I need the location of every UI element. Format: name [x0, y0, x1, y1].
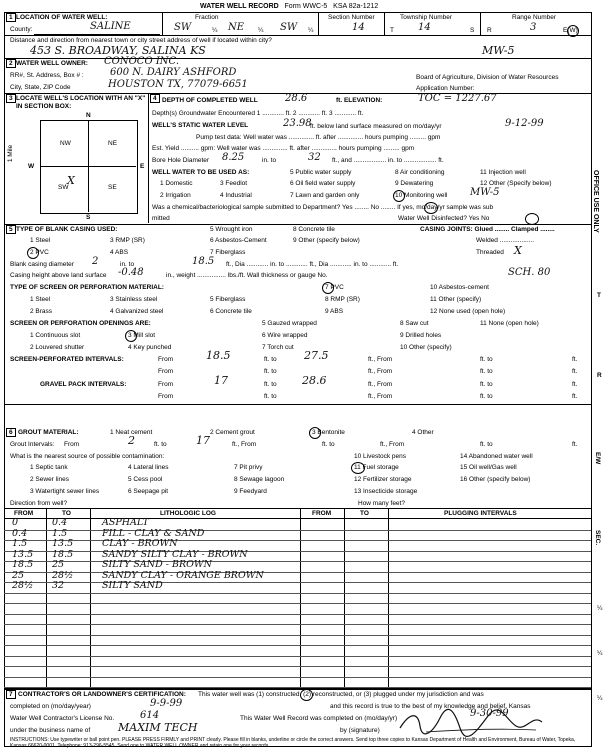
screen-3[interactable]: 3 Stainless steel [110, 296, 158, 303]
elevation-value: TOC = 1227.67 [418, 93, 497, 104]
log-row-from: 18.5 [12, 559, 34, 570]
log-row-rule [4, 603, 591, 604]
direction-from-well: Direction from well? [10, 500, 68, 507]
grout-from2-label: ft., From [232, 441, 257, 448]
township-t: T [390, 27, 394, 34]
instructions: INSTRUCTIONS: Use typewriter or ball point pen. PLEASE PRESS FIRMLY and PRINT clearly. Please fill in blanks, underline or circle the correct answers. Send top three copies to Kansas Department of Health and Environment, Bureau of Water, Topeka, Kansas 66620-0001. Telephone: 913-296-5545. Send one to WATER WELL OWNER and retain one for your records. [10, 737, 576, 749]
perf-to2-label: ft. to [480, 356, 493, 363]
screen-6[interactable]: 6 Concrete tile [210, 308, 252, 315]
casing-type-label: TYPE OF BLANK CASING USED: [16, 226, 118, 233]
gravel-to4-label: ft. to [480, 393, 493, 400]
welded-label: Welded ................... [476, 237, 535, 244]
casing-6[interactable]: 6 Asbestos-Cement [210, 237, 267, 244]
use-3[interactable]: 3 Feedlot [220, 180, 248, 187]
city-value: HOUSTON TX, 77079-6651 [108, 79, 248, 90]
grout-to-label: ft. to [154, 441, 167, 448]
section-7-number: 7 [9, 691, 13, 698]
cert-text: This water well was (1) constructed, (2) reconstructed, or (3) plugged under my jurisdiction and was [198, 691, 484, 698]
casing-3[interactable]: 3 RMP (SR) [110, 237, 145, 244]
quarter-1: ¼ [212, 27, 218, 34]
casing-1[interactable]: 1 Steel [30, 237, 51, 244]
section-6-badge [6, 428, 16, 437]
log-row-to: 28½ [52, 569, 74, 581]
openings-label: SCREEN OR PERFORATION OPENINGS ARE: [10, 320, 151, 327]
log-row-rule [4, 677, 591, 678]
range-label: Range Number [512, 14, 557, 21]
grid-mile: 1 Mile [7, 144, 15, 163]
log-row-rule [4, 540, 591, 541]
static-level-suffix: ft. below land surface measured on mo/day/yr [310, 123, 442, 130]
sidebar-r: R [597, 372, 602, 379]
opening-10[interactable]: 10 Other (specify) [400, 344, 452, 351]
screen-7[interactable]: 7 PVC [325, 284, 344, 291]
screen-8[interactable]: 8 RMP (SR) [325, 296, 360, 303]
casing-2[interactable]: 2 PVC [30, 249, 49, 256]
screen-type-label: TYPE OF SCREEN OR PERFORATION MATERIAL: [10, 284, 164, 291]
sidebar-sec: SEC. [594, 530, 601, 546]
perf-from-value: 18.5 [206, 349, 231, 362]
direction-label: Distance and direction from nearest town or city street address of well if located within city? [10, 37, 272, 44]
perf-to3-label: ft. to [264, 368, 277, 375]
log-row-desc: SILTY SAND - BROWN [102, 559, 212, 570]
log-row-rule [4, 645, 591, 646]
opening-2[interactable]: 2 Louvered shutter [30, 344, 85, 351]
bore-label: Bore Hole Diameter [152, 157, 210, 164]
grout-3[interactable]: 3 Bentonite [312, 429, 345, 436]
fraction-2: NE [228, 22, 245, 33]
log-row-rule [4, 530, 591, 531]
log-header-rule [4, 518, 591, 519]
contam-7[interactable]: 7 Pit privy [234, 464, 263, 471]
quarter-3: ¼ [308, 27, 314, 34]
log-col-line [46, 508, 47, 688]
contam-9[interactable]: 9 Feedyard [234, 488, 267, 495]
perf-from2-label: ft., From [368, 356, 393, 363]
screen-11[interactable]: 11 Other (specify) [430, 296, 482, 303]
range-ew: E(W) [563, 27, 578, 34]
screen-9[interactable]: 9 ABS [325, 308, 344, 315]
section-3-badge [6, 94, 16, 103]
joints-label: CASING JOINTS: Glued ........ Clamped ........ [420, 226, 555, 233]
divider [384, 12, 385, 35]
record-date: 9-30-99 [470, 708, 509, 719]
yield-line: Est. Yield .......... gpm: Well water was .............. ft. after .............. hours pumping ......... gpm [152, 145, 415, 152]
casing-4[interactable]: 4 ABS [110, 249, 129, 256]
perf-from3-label: From [158, 368, 174, 375]
section-number-value: 14 [352, 22, 365, 33]
perf-to-value: 27.5 [304, 349, 329, 362]
screen-4[interactable]: 4 Galvanized steel [110, 308, 164, 315]
divider [480, 12, 481, 35]
gravel-from-label: From [158, 381, 174, 388]
sidebar-quarter-3: ¼ [597, 695, 603, 702]
perf-from4-label: ft., From [368, 368, 393, 375]
log-row-to: 13.5 [52, 538, 74, 549]
groundwater-encountered: Depth(s) Groundwater Encountered 1 ............ ft. 2 ............ ft. 3 ............ ft. [152, 110, 364, 117]
grout-intervals-label: Grout Intervals: [10, 441, 55, 448]
application-label: Application Number: [416, 85, 475, 92]
owner-value: CONOCO INC. [104, 56, 179, 67]
blank-suffix: ft., Dia ............ in. to ............ ft., Dia ............ in. to ............ ft. [226, 261, 399, 268]
section-4-number: 4 [153, 95, 157, 102]
bore-in-to: in. to [262, 157, 277, 164]
gravel-to-value: 28.6 [302, 374, 327, 387]
log-col-line [344, 508, 345, 688]
contam-1[interactable]: 1 Septic tank [30, 464, 68, 471]
license-value: 614 [140, 710, 160, 721]
sample-no-circle [424, 202, 438, 214]
contam-15[interactable]: 15 Oil well/Gas well [460, 464, 517, 471]
sample-line: Was a chemical/bacteriological sample submitted to Department? Yes ........ No ........ If yes, mo/day/yr sample was sub [152, 204, 494, 211]
grout-from-value: 2 [128, 434, 135, 447]
log-header-plugging: PLUGGING INTERVALS [444, 510, 517, 517]
casing-5[interactable]: 5 Wrought iron [210, 226, 253, 233]
contam-12[interactable]: 12 Fertilizer storage [354, 476, 412, 483]
bore-suffix: ft., and .................. in. to .................. ft. [332, 157, 444, 164]
section-4-badge [150, 94, 160, 103]
rule [4, 224, 591, 225]
use-1[interactable]: 1 Domestic [160, 180, 193, 187]
grout-label: GROUT MATERIAL: [18, 429, 79, 436]
blank-diameter-value: 2 [92, 256, 99, 267]
log-row-desc: SANDY CLAY - ORANGE BROWN [102, 569, 264, 581]
casing-2-circle [27, 247, 39, 259]
fraction-1: SW [174, 22, 192, 33]
log-row-from: 25 [12, 569, 25, 581]
depth-value: 28.6 [285, 93, 308, 104]
contam-4[interactable]: 4 Lateral lines [128, 464, 169, 471]
log-row-to: 25 [52, 559, 65, 570]
use-other-value: MW-5 [470, 187, 500, 198]
log-table-frame [4, 508, 592, 690]
gauge-value: SCH. 80 [508, 267, 551, 278]
city-label: City, State, ZIP Code [10, 84, 71, 91]
static-level-value: 23.98 [283, 118, 312, 129]
section-1-badge [6, 13, 16, 22]
log-row-rule [4, 551, 591, 552]
log-header-from: FROM [14, 510, 34, 517]
gravel-from-value: 17 [214, 374, 228, 387]
section-6-number: 6 [9, 429, 13, 436]
height-suffix: in., weight ................ lbs./ft. Wall thickness or gauge No. [166, 272, 328, 279]
perf-intervals-label: SCREEN-PERFORATED INTERVALS: [10, 356, 124, 363]
log-row-from: 1.5 [12, 538, 28, 549]
log-row-desc: ASPHALT [102, 517, 149, 528]
quarter-2: ¼ [258, 27, 264, 34]
use-label: WELL WATER TO BE USED AS: [152, 169, 250, 176]
perf-to4-label: ft. to [480, 368, 493, 375]
use-9[interactable]: 9 Dewatering [395, 180, 434, 187]
grout-from3-label: ft., From [380, 441, 405, 448]
rule [4, 58, 591, 59]
contam-3[interactable]: 3 Watertight sewer lines [30, 488, 100, 495]
rule [4, 688, 591, 689]
contam-10[interactable]: 10 Livestock pens [354, 453, 407, 460]
gravel-ft-label: ft. [572, 381, 578, 388]
opening-8[interactable]: 8 Saw cut [400, 320, 429, 327]
log-row-from: 0.4 [12, 527, 28, 539]
pump-test-line: Pump test data: Well water was .............. ft. after .............. hours pumping ......... gpm [196, 134, 441, 141]
section-1-number: 1 [9, 14, 13, 21]
gravel-ft2-label: ft. [572, 393, 578, 400]
office-use-only: OFFICE USE ONLY [592, 170, 599, 233]
section-7-badge [6, 690, 16, 699]
gravel-from2-label: ft., From [368, 381, 393, 388]
contam-11-circle [351, 462, 365, 474]
log-header-to2: TO [360, 510, 369, 517]
range-value: 3 [530, 22, 537, 33]
screen-7-circle [322, 282, 334, 294]
grout-1[interactable]: 1 Neat cement [110, 429, 153, 436]
use-12[interactable]: 12 Other (Specify below) [480, 180, 552, 187]
address-label: RR#, St. Address, Box # : [10, 72, 84, 79]
elevation-label: ft. ELEVATION: [336, 97, 383, 104]
signature [396, 706, 546, 738]
use-5[interactable]: 5 Public water supply [290, 169, 352, 176]
contam-13[interactable]: 13 Insecticide storage [354, 488, 418, 495]
section-3-number: 3 [9, 95, 13, 102]
use-2[interactable]: 2 Irrigation [160, 192, 191, 199]
screen-10[interactable]: 10 Asbestos-cement [430, 284, 489, 291]
log-row-desc: SANDY SILTY CLAY - BROWN [102, 548, 248, 560]
locate-label: LOCATE WELL'S LOCATION WITH AN "X" IN SECTION BOX: [16, 95, 146, 110]
board-label: Board of Agriculture, Division of Water Resources [416, 74, 559, 81]
cert-label: CONTRACTOR'S OR LANDOWNER'S CERTIFICATION: [18, 691, 186, 698]
use-6[interactable]: 6 Oil field water supply [290, 180, 356, 187]
location-label: LOCATION OF WATER WELL: [16, 14, 108, 21]
fraction-label: Fraction [195, 14, 219, 21]
completed-label: completed on (mo/day/year) [10, 703, 91, 710]
divider [148, 93, 149, 223]
grout-to2-label: ft. to [322, 441, 335, 448]
grid-n: N [86, 112, 91, 119]
true-text: and this record is true to the best of my knowledge and belief. Kansas [330, 703, 531, 710]
use-10-circle [393, 190, 405, 202]
rule [4, 35, 591, 36]
license-label: Water Well Contractor's License No. [10, 715, 115, 722]
sidebar-quarter-1: ¼ [597, 605, 603, 612]
perf-to-label: ft. to [264, 356, 277, 363]
log-row-from: 28½ [12, 580, 34, 591]
opening-3[interactable]: 3 Mill slot [128, 332, 156, 339]
bore-value: 8.25 [222, 152, 245, 163]
address-value: 600 N. DAIRY ASHFORD [110, 67, 237, 78]
opening-9[interactable]: 9 Drilled holes [400, 332, 442, 339]
county-label: County: [10, 26, 33, 33]
ksa-reference: KSA 82a-1212 [333, 3, 379, 10]
log-row-from: 0 [12, 517, 19, 528]
casing-8[interactable]: 8 Concrete tile [293, 226, 335, 233]
grid-x-mark: X [67, 174, 75, 187]
grid-sw: SW [58, 184, 69, 191]
business-label: under the business name of [10, 727, 91, 734]
grout-2[interactable]: 2 Cement grout [210, 429, 255, 436]
section-5-badge [6, 225, 16, 234]
log-row-to: 0.4 [52, 517, 68, 528]
gravel-from4-label: ft., From [368, 393, 393, 400]
grid-se: SE [108, 184, 117, 191]
grid-w: W [28, 163, 35, 170]
opening-1[interactable]: 1 Continuous slot [30, 332, 81, 339]
grid-hline [40, 166, 136, 167]
contam-14[interactable]: 14 Abandoned water well [460, 453, 533, 460]
log-header-from2: FROM [312, 510, 332, 517]
contam-11[interactable]: 11 Fuel storage [354, 464, 399, 471]
log-row-rule [4, 624, 591, 625]
gravel-from3-label: From [158, 393, 174, 400]
gravel-label: GRAVEL PACK INTERVALS: [40, 381, 127, 388]
log-row-rule [4, 582, 591, 583]
log-header-to: TO [62, 510, 71, 517]
rule [4, 404, 591, 405]
township-label: Township Number [400, 14, 453, 21]
perf-ft-label: ft. [572, 356, 578, 363]
casing-9[interactable]: 9 Other (specify below) [293, 237, 360, 244]
grout-3-circle [309, 427, 321, 439]
owner-label: WATER WELL OWNER: [16, 60, 88, 67]
contam-8[interactable]: 8 Sewage lagoon [234, 476, 285, 483]
log-row-from: 13.5 [12, 548, 34, 560]
depth-label: DEPTH OF COMPLETED WELL [162, 97, 258, 104]
grout-ft-label: ft. [572, 441, 578, 448]
well-id: MW-5 [482, 44, 515, 57]
sidebar-quarter-2: ¼ [597, 650, 603, 657]
opening-7[interactable]: 7 Torch cut [262, 344, 294, 351]
township-value: 14 [418, 22, 431, 33]
use-8[interactable]: 8 Air conditioning [395, 169, 445, 176]
opening-11[interactable]: 11 None (open hole) [480, 320, 539, 327]
signature-label: by (signature) [340, 727, 380, 734]
contam-5[interactable]: 5 Cess pool [128, 476, 163, 483]
grid-ne: NE [108, 140, 118, 147]
fraction-3: SW [280, 22, 298, 33]
contam-2[interactable]: 2 Sewer lines [30, 476, 70, 483]
log-row-rule [4, 561, 591, 562]
static-level-label: WELL'S STATIC WATER LEVEL [152, 122, 249, 129]
gravel-to2-label: ft. to [480, 381, 493, 388]
section-number-label: Section Number [328, 14, 375, 21]
log-col-line [388, 508, 389, 688]
business-value: MAXIM TECH [118, 721, 198, 734]
range-r: R [487, 27, 492, 34]
threaded-label: Threaded [476, 249, 504, 256]
perf-ft2-label: ft. [572, 368, 578, 375]
direction-value: 453 S. BROADWAY, SALINA KS [30, 44, 206, 57]
use-10[interactable]: 10 Monitoring well [395, 192, 448, 199]
grout-to-value: 17 [196, 434, 210, 447]
divider [162, 12, 163, 35]
log-row-rule [4, 572, 591, 573]
section-grid [40, 120, 138, 214]
grout-from-label: From [64, 441, 80, 448]
opening-3-circle [125, 330, 137, 342]
sidebar-ew: E/W [594, 452, 601, 465]
screen-2[interactable]: 2 Brass [30, 308, 53, 315]
opening-5[interactable]: 5 Gauzed wrapped [262, 320, 317, 327]
form-title [200, 3, 378, 10]
cert-constructed-circle [300, 689, 313, 701]
use-11[interactable]: 11 Injection well [480, 169, 526, 176]
blank-depth-value: 18.5 [192, 256, 215, 267]
how-many-feet: How many feet? [358, 500, 405, 507]
county-value: SALINE [90, 21, 131, 32]
static-level-date: 9-12-99 [505, 118, 544, 129]
screen-1[interactable]: 1 Steel [30, 296, 51, 303]
bore-depth: 32 [308, 152, 321, 163]
log-row-desc: CLAY - BROWN [102, 538, 178, 549]
sample-mitted: mitted [152, 215, 170, 222]
threaded-mark: X [514, 244, 522, 257]
blank-in-to: in. to [120, 261, 135, 268]
record-label: This Water Well Record was completed on (mo/day/yr) [240, 715, 398, 722]
completed-value: 9-9-99 [150, 698, 183, 709]
grid-nw: NW [60, 140, 71, 147]
form-title-text: WATER WELL RECORD [200, 3, 279, 10]
contam-6[interactable]: 6 Seepage pit [128, 488, 169, 495]
gravel-to-label: ft. to [264, 381, 277, 388]
log-row-to: 18.5 [52, 548, 74, 560]
log-row-rule [4, 593, 591, 594]
section-2-badge [6, 59, 16, 68]
log-col-line [300, 508, 301, 688]
log-row-rule [4, 614, 591, 615]
township-s: S [470, 27, 475, 34]
grid-s: S [86, 214, 91, 221]
log-col-line [90, 508, 91, 688]
screen-12[interactable]: 12 None used (open hole) [430, 308, 506, 315]
grid-e: E [140, 163, 145, 170]
log-row-desc: SILTY SAND [102, 580, 163, 591]
grout-4[interactable]: 4 Other [412, 429, 434, 436]
log-row-to: 32 [52, 580, 65, 591]
opening-4[interactable]: 4 Key punched [128, 344, 172, 351]
section-2-number: 2 [9, 60, 13, 67]
use-4[interactable]: 4 Industrial [220, 192, 252, 199]
log-row-rule [4, 666, 591, 667]
perf-from-label: From [158, 356, 174, 363]
disinfected: Water Well Disinfected? Yes No [398, 215, 490, 222]
section-5-number: 5 [9, 226, 13, 233]
height-label: Casing height above land surface [10, 272, 107, 279]
form-number: Form WWC-5 [284, 3, 328, 10]
blank-diameter-label: Blank casing diameter [10, 261, 74, 268]
grout-to3-label: ft. to [480, 441, 493, 448]
contam-label: What is the nearest source of possible contamination: [10, 453, 165, 460]
height-value: -0.48 [118, 267, 144, 278]
log-header-lithologic: LITHOLOGIC LOG [160, 510, 216, 517]
contam-16[interactable]: 16 Other (specify below) [460, 476, 531, 483]
log-row-rule [4, 656, 591, 657]
divider [318, 12, 319, 35]
log-row-to: 1.5 [52, 527, 68, 539]
casing-7[interactable]: 7 Fiberglass [210, 249, 246, 256]
use-7[interactable]: 7 Lawn and garden only [290, 192, 360, 199]
log-row-rule [4, 635, 591, 636]
sidebar-t: T [597, 292, 601, 299]
screen-5[interactable]: 5 Fiberglass [210, 296, 246, 303]
opening-6[interactable]: 6 Wire wrapped [262, 332, 308, 339]
gravel-to3-label: ft. to [264, 393, 277, 400]
log-row-desc: FILL - CLAY & SAND [102, 527, 205, 539]
